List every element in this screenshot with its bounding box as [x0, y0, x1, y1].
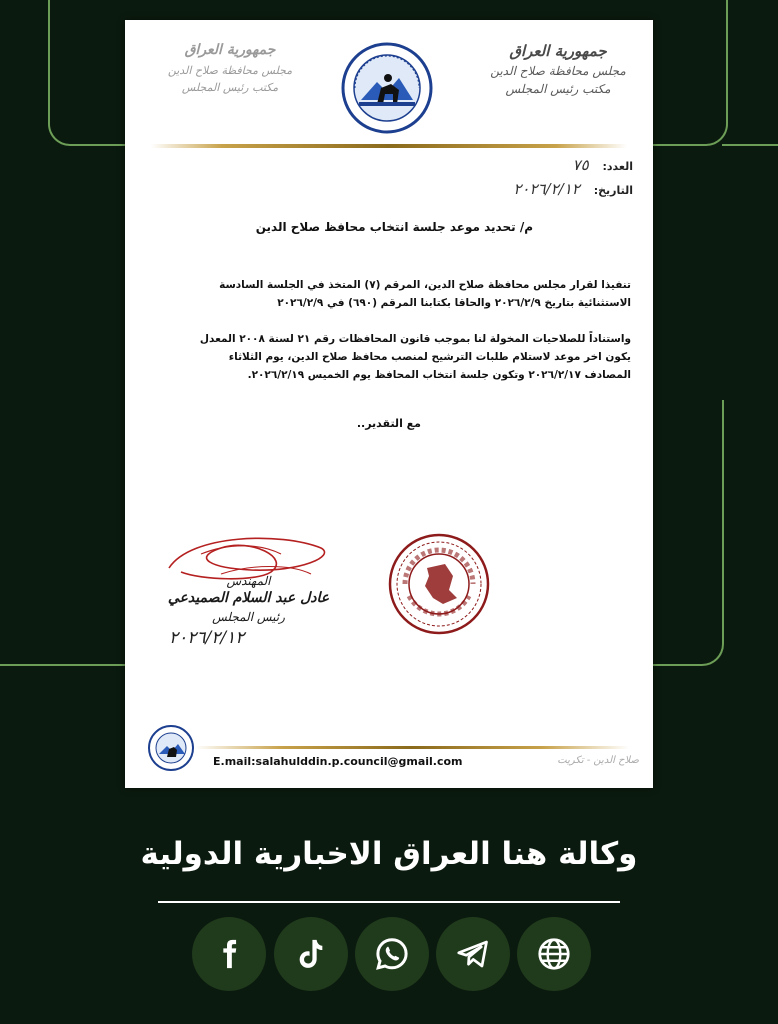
agency-name: وكالة هنا العراق الاخبارية الدولية: [140, 836, 638, 872]
document-date-label: التاريخ:: [593, 184, 633, 197]
document-number-label: العدد:: [602, 160, 633, 173]
official-stamp: [387, 532, 491, 636]
decorative-frame-line: [722, 144, 778, 146]
letter-paragraph-1: تنفيذا لقرار مجلس محافظة صلاح الدين، المرقم (٧) المتخذ في الجلسة السادسة الاستثنائية بتاريخ ٢٠٢٦/٢/٩ والحاقا بكتابنا المرقم (٦٩٠) في ٢٠٢٦/٢/٩: [219, 279, 631, 309]
globe-icon: [536, 936, 572, 972]
document-date: ٢٠٢٦/٢/١٢: [513, 180, 580, 198]
facebook-button[interactable]: [192, 917, 266, 991]
letterhead-office: مكتب رئيس المجلس: [505, 82, 611, 96]
website-button[interactable]: [517, 917, 591, 991]
letter-paragraph-2: واستناداً للصلاحيات المخولة لنا بموجب قانون المحافظات رقم ٢١ لسنة ٢٠٠٨ المعدل يكون اخر موعد لاستلام طلبات الترشيح لمنصب محافظ صلاح الدين، يوم الثلاثاء المصادف ٢٠٢٦/٢/١٧ وتكون جلسة انتخاب المحافظ يوم الخميس ٢٠٢٦/٢/١٩.: [199, 333, 631, 381]
footer-email: E.mail:salahulddin.p.council@gmail.com: [213, 755, 463, 768]
letterhead-republic: جمهورية العراق: [509, 42, 607, 60]
footer-divider: [195, 746, 629, 749]
facebook-icon: [212, 937, 246, 971]
letterhead-council: مجلس محافظة صلاح الدين: [490, 64, 626, 78]
letterhead-faded-line3: مكتب رئيس المجلس: [181, 81, 279, 94]
document-number: ٧٥: [572, 156, 589, 174]
letterhead-faded-line2: مجلس محافظة صلاح الدين: [167, 64, 293, 77]
document-date-row: [513, 180, 633, 198]
official-letter: [125, 20, 653, 788]
letter-closing: مع التقدير..: [356, 417, 421, 430]
letterhead-arabic: [483, 42, 633, 96]
council-logo: [341, 42, 433, 134]
header-divider: [151, 144, 627, 148]
social-links: [192, 917, 592, 993]
signature-name: عادل عبد السلام الصميدعي: [167, 590, 330, 606]
telegram-icon: [455, 936, 491, 972]
agency-underline: [158, 901, 620, 903]
signature-position: رئيس المجلس: [212, 610, 285, 624]
signature-date: ٢٠٢٦/٢/١٢: [169, 628, 245, 648]
signature-title: المهندس: [226, 574, 271, 588]
footer-address: صلاح الدين - تكريت: [557, 755, 639, 766]
letterhead-faded-line1: جمهورية العراق: [184, 42, 276, 58]
tiktok-button[interactable]: [274, 917, 348, 991]
document-number-row: [573, 156, 633, 174]
letter-subject: م/ تحديد موعد جلسة انتخاب محافظ صلاح الدين: [255, 220, 533, 234]
whatsapp-button[interactable]: [355, 917, 429, 991]
letterhead-faded: [155, 42, 305, 94]
footer-council-logo: [147, 724, 195, 772]
tiktok-icon: [294, 937, 328, 971]
telegram-button[interactable]: [436, 917, 510, 991]
whatsapp-icon: [374, 936, 410, 972]
